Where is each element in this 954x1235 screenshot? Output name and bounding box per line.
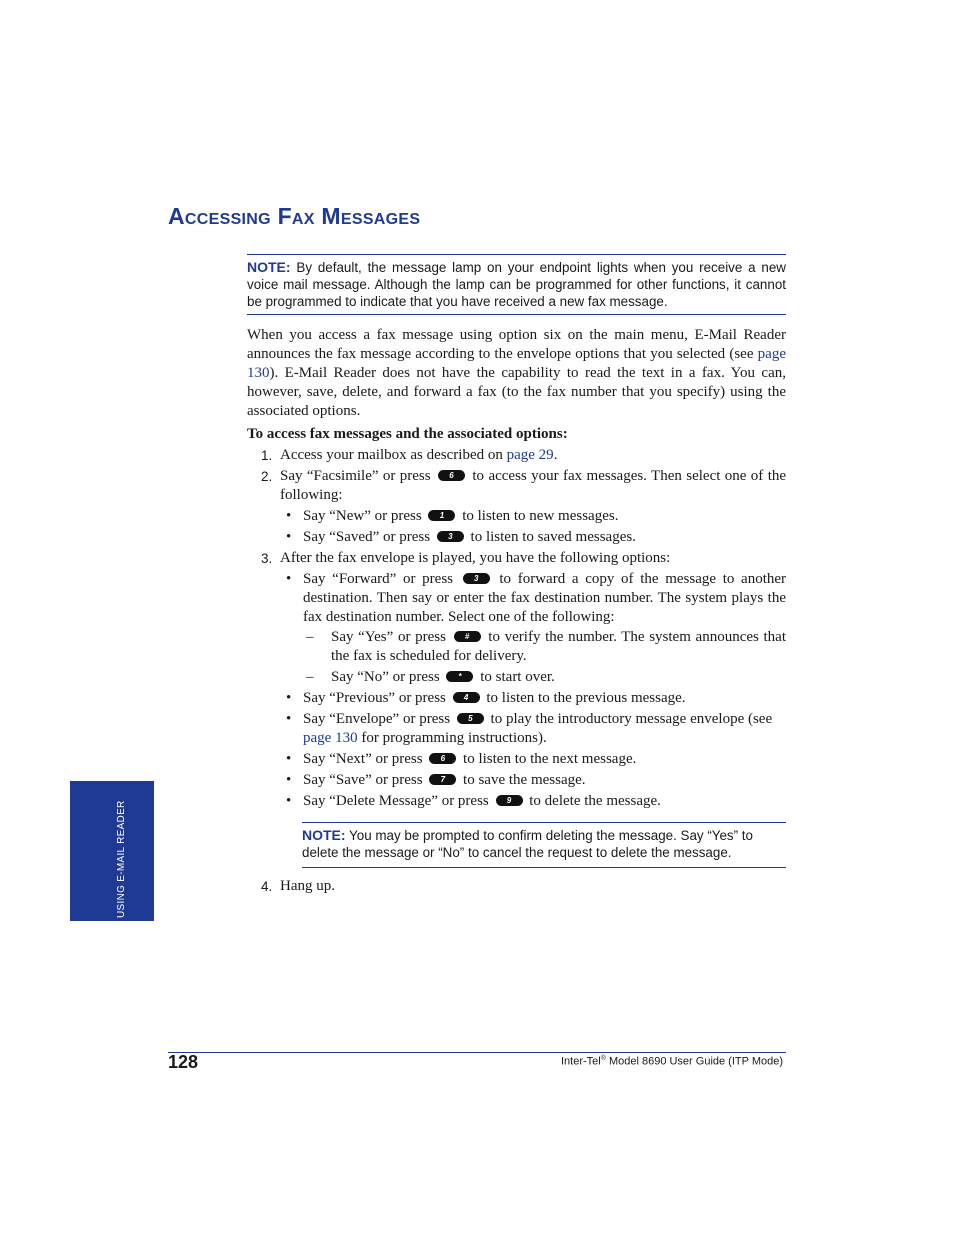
footer-brand: Inter-Tel (560, 1055, 601, 1068)
footer-rest: Model 8690 User Guide (ITP Mode) (605, 1055, 783, 1068)
note-text: By default, the message lamp on your endpoint lights when you receive a new voice mail message. Although the lamp can be programmed for other functions, it cannot be programmed to indicate that you have received a new fax message. (247, 260, 786, 309)
option-new (303, 507, 618, 526)
step-number: 3. (261, 551, 273, 566)
section-side-tab (70, 781, 154, 921)
key-7-icon: 7 (429, 774, 456, 785)
key-pound-icon: # (454, 631, 481, 642)
option-next (303, 750, 636, 769)
bullet-icon: • (286, 571, 292, 587)
step-number: 2. (261, 469, 273, 484)
bullet-icon: • (286, 711, 292, 727)
key-6-icon: 6 (429, 753, 456, 764)
option-text: Say “Saved” or press (303, 529, 431, 545)
option-forward (303, 570, 786, 627)
option-save (303, 771, 586, 790)
page-130-link[interactable]: page 130 (303, 730, 358, 746)
note-delete (302, 822, 786, 868)
option-text: Say “Forward” or press (303, 571, 453, 587)
step-text: Say “Facsimile” or press (280, 468, 431, 484)
option-text: to listen to saved messages. (470, 529, 636, 545)
page-29-link[interactable]: page 29 (506, 447, 554, 463)
step-text-end: . (553, 447, 558, 463)
option-saved (303, 528, 636, 547)
step-3: After the fax envelope is played, you have the following options: (280, 550, 671, 566)
option-text: Say “Yes” or press (331, 629, 446, 645)
option-text: to save the message. (463, 772, 586, 788)
option-text: Say “No” or press (331, 669, 440, 685)
procedure-heading: To access fax messages and the associated options: (247, 426, 568, 442)
option-text: to delete the message. (529, 793, 661, 809)
option-text: to verify the number. The system announces that the fax is scheduled for delivery. (331, 629, 787, 664)
bullet-icon: • (286, 529, 292, 545)
option-text: Say “Save” or press (303, 772, 423, 788)
option-text-end: for programming instructions). (357, 730, 547, 746)
key-1-icon: 1 (428, 510, 455, 521)
bullet-icon: • (286, 690, 292, 706)
option-text: to start over. (480, 669, 555, 685)
bullet-icon: • (286, 772, 292, 788)
note-label: NOTE: (302, 827, 346, 843)
note-lamp (247, 254, 786, 315)
key-6-icon: 6 (438, 470, 465, 481)
key-3-icon: 3 (463, 573, 490, 584)
option-text: to listen to the next message. (463, 751, 637, 767)
intro-text-2: ). E-Mail Reader does not have the capability to read the text in a fax. You can, however, save, delete, and forward a fax (to the fax number that you specify) using the associated options. (247, 365, 786, 419)
step-text: to access your fax messages. Then select one of the following: (280, 468, 787, 503)
bullet-icon: • (286, 751, 292, 767)
option-text: to forward a copy of the message to another destination. Then say or enter the fax destination number. The system plays the fax destination number. Select one of the following: (303, 571, 787, 625)
step-1 (280, 446, 557, 465)
page-title: Accessing Fax Messages (168, 203, 421, 229)
bullet-icon: • (286, 508, 292, 524)
option-envelope (303, 710, 786, 748)
key-4-icon: 4 (453, 692, 480, 703)
step-number: 1. (261, 448, 273, 463)
intro-text-1: When you access a fax message using option six on the main menu, E-Mail Reader announces the fax message according to the envelope options that you selected (see (247, 327, 786, 362)
intro-paragraph (247, 326, 786, 421)
key-9-icon: 9 (496, 795, 523, 806)
dash-icon: – (306, 629, 314, 645)
page-number: 128 (168, 1052, 199, 1072)
option-previous (303, 689, 686, 708)
option-text: Say “Next” or press (303, 751, 423, 767)
footer-rule (168, 1052, 786, 1053)
step-4: Hang up. (280, 878, 335, 894)
option-no (331, 668, 555, 687)
option-text: Say “Envelope” or press (303, 711, 451, 727)
page-130-link[interactable]: page 130 (247, 346, 786, 381)
option-text: Say “New” or press (303, 508, 422, 524)
step-2 (280, 467, 786, 505)
option-text: to listen to the previous message. (486, 690, 686, 706)
option-text: Say “Delete Message” or press (303, 793, 489, 809)
note-label: NOTE: (247, 259, 291, 275)
step-text: Access your mailbox as described on (280, 447, 507, 463)
option-text: to play the introductory message envelope (see (490, 711, 773, 727)
side-tab-label: USING E-MAIL READER (116, 800, 127, 918)
step-number: 4. (261, 879, 273, 894)
option-text: Say “Previous” or press (303, 690, 446, 706)
dash-icon: – (306, 669, 314, 685)
key-star-icon: * (446, 671, 473, 682)
footer-title (561, 1055, 783, 1068)
option-text: to listen to new messages. (462, 508, 619, 524)
key-5-icon: 5 (457, 713, 484, 724)
registered-mark: ® (600, 1055, 606, 1062)
option-yes (331, 628, 786, 666)
bullet-icon: • (286, 793, 292, 809)
option-delete (303, 792, 661, 811)
key-3-icon: 3 (437, 531, 464, 542)
note-text: You may be prompted to confirm deleting the message. Say “Yes” to delete the message or “No” to cancel the request to delete the message. (302, 828, 753, 860)
